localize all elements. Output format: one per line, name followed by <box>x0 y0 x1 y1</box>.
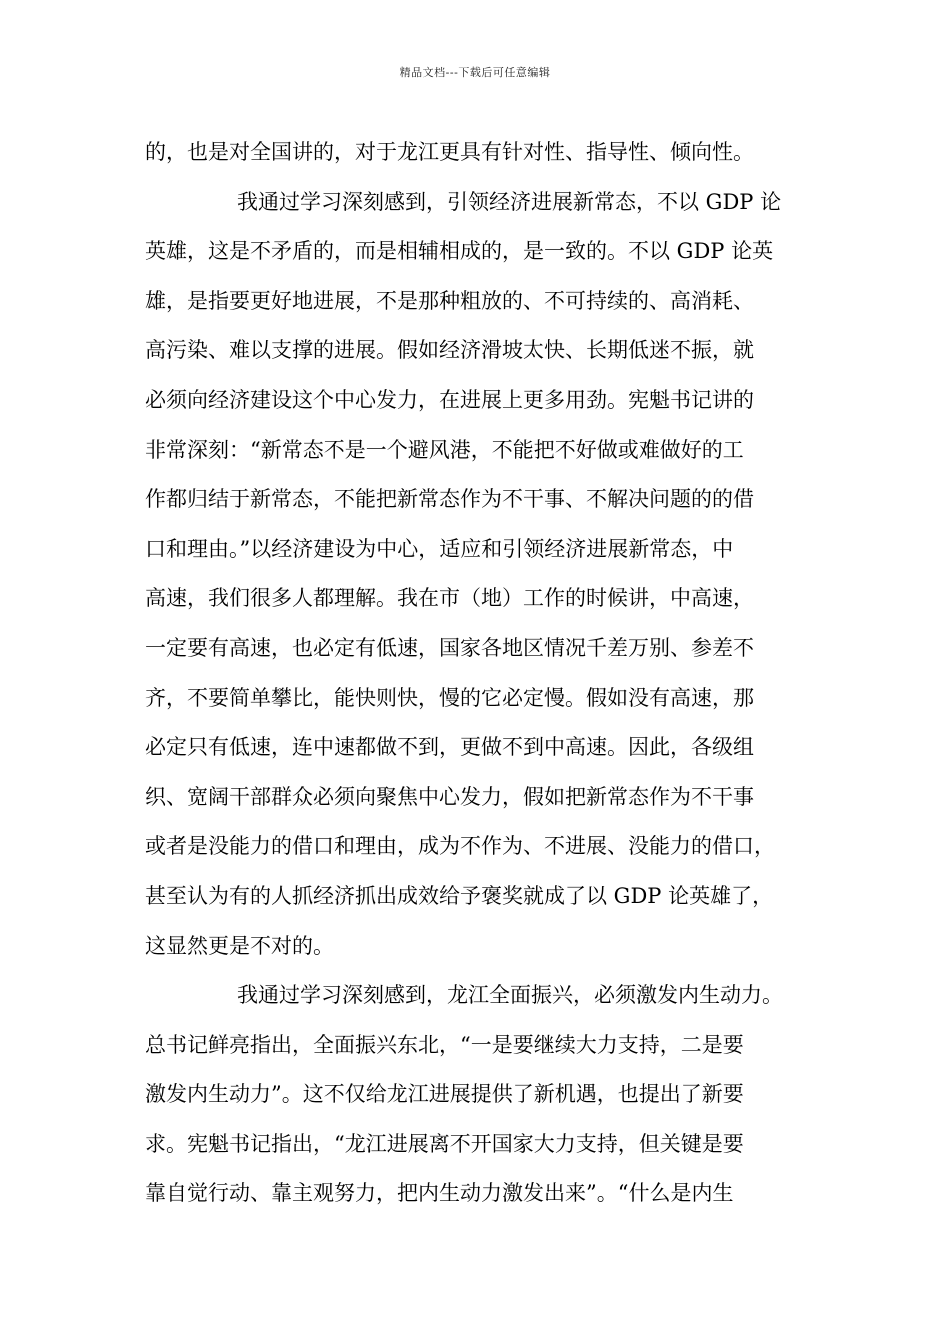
text-line: 甚至认为有的人抓经济抓出成效给予褒奖就成了以 GDP 论英雄了， <box>145 883 774 908</box>
text-line: 织、宽阔干部群众必须向聚焦中心发力，假如把新常态作为不干事 <box>145 784 754 809</box>
text-line: 高污染、难以支撑的进展。假如经济滑坡太快、长期低迷不振，就 <box>145 338 754 363</box>
text-line: 口和理由。”以经济建设为中心，适应和引领经济进展新常态，中 <box>145 536 734 561</box>
text-line: 雄，是指要更好地进展，不是那种粗放的、不可持续的、高消耗、 <box>145 288 754 313</box>
text-line: 的，也是对全国讲的，对于龙江更具有针对性、指导性、倾向性。 <box>145 140 754 164</box>
text-line: 总书记鲜亮指出，全面振兴东北，“一是要继续大力支持，二是要 <box>145 1032 744 1057</box>
document-body <box>145 128 825 1219</box>
text-line: 我通过学习深刻感到，龙江全面振兴，必须激发内生动力。 <box>237 983 783 1008</box>
text-line: 非常深刻：“新常态不是一个避风港，不能把不好做或难做好的工 <box>145 437 744 462</box>
text-line: 必须向经济建设这个中心发力，在进展上更多用劲。宪魁书记讲的 <box>145 387 754 412</box>
page-header: 精品文档---下载后可任意编辑 <box>399 66 551 79</box>
text-line: 求。宪魁书记指出，“龙江进展离不开国家大力支持，但关键是要 <box>145 1131 744 1156</box>
text-line: 齐，不要简单攀比，能快则快，慢的它必定慢。假如没有高速，那 <box>145 685 754 710</box>
text-line: 激发内生动力”。这不仅给龙江进展提供了新机遇，也提出了新要 <box>145 1082 744 1107</box>
text-line: 靠自觉行动、靠主观努力，把内生动力激发出来”。“什么是内生 <box>145 1181 734 1206</box>
text-line: 一定要有高速，也必定有低速，国家各地区情况千差万别、参差不 <box>145 635 754 660</box>
text-line: 这显然更是不对的。 <box>145 933 334 958</box>
text-line: 作都归结于新常态，不能把新常态作为不干事、不解决问题的的借 <box>145 487 754 512</box>
text-line: 或者是没能力的借口和理由，成为不作为、不进展、没能力的借口， <box>145 834 775 859</box>
text-line: 高速，我们很多人都理解。我在市（地）工作的时候讲，中高速， <box>145 586 754 611</box>
text-line: 英雄，这是不矛盾的，而是相辅相成的，是一致的。不以 GDP 论英 <box>145 239 774 264</box>
text-line: 我通过学习深刻感到，引领经济进展新常态，不以 GDP 论 <box>237 189 782 214</box>
text-line: 必定只有低速，连中速都做不到，更做不到中高速。因此，各级组 <box>145 735 754 760</box>
